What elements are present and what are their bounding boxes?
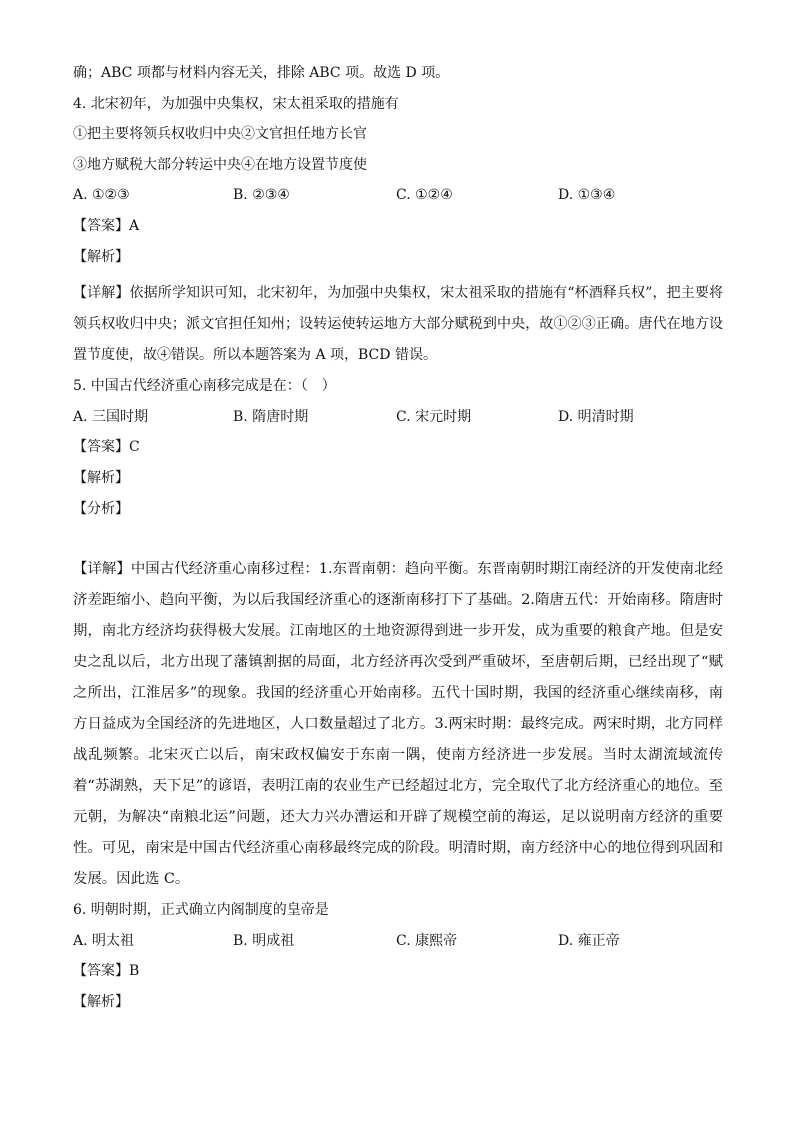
question-4-analysis-label: 【解析】 xyxy=(73,248,129,265)
question-5-stem: 5. 中国古代经济重心南移完成是在：（ ） xyxy=(73,378,336,395)
question-6 xyxy=(73,901,723,1011)
question-4-stem: 4. 北宋初年，为加强中央集权，宋太祖采取的措施有 xyxy=(73,95,399,112)
question-4-items-line-1: ①把主要将领兵权收归中央②文官担任地方长官 xyxy=(73,126,367,143)
question-6-stem: 6. 明朝时期，正式确立内阁制度的皇帝是 xyxy=(73,902,329,919)
previous-answer-tail: 确；ABC 项都与材料内容无关，排除 ABC 项。故选 D 项。 xyxy=(73,65,450,81)
question-4-items-line-2: ③地方赋税大部分转运中央④在地方设置节度使 xyxy=(73,156,367,173)
option-d: D. ①③④ xyxy=(558,187,616,204)
option-a: A. 明太祖 xyxy=(73,932,135,949)
option-c: C. 康熙帝 xyxy=(396,932,458,949)
question-4-options xyxy=(73,186,723,204)
question-4-answer: 【答案】A xyxy=(73,217,140,234)
question-6-options xyxy=(73,932,723,950)
question-5-options xyxy=(73,408,723,426)
option-b: B. ②③④ xyxy=(233,187,290,204)
question-6-answer: 【答案】B xyxy=(73,963,140,980)
document-page xyxy=(73,64,723,1024)
option-b: B. 隋唐时期 xyxy=(233,408,309,425)
question-5-answer: 【答案】C xyxy=(73,439,140,456)
question-5 xyxy=(73,377,723,895)
question-4-detail: 【详解】依据所学知识可知，北宋初年，为加强中央集权，宋太祖采取的措施有“杯酒释兵权”，把主要将领兵权收归中央；派文官担任知州；设转运使转运地方大部分赋税到中央，故①②③正确。唐代在地方设置节度使，故④错误。所以本题答案为 A 项，BCD 错误。 xyxy=(73,285,723,364)
option-d: D. 雍正帝 xyxy=(558,932,620,949)
question-6-analysis-label: 【解析】 xyxy=(73,993,129,1010)
question-5-fenxi-label: 【分析】 xyxy=(73,500,129,517)
spacer xyxy=(73,530,723,554)
option-d: D. 明清时期 xyxy=(558,408,634,425)
question-5-analysis-label: 【解析】 xyxy=(73,469,129,486)
option-c: C. ①②④ xyxy=(396,187,453,204)
option-a: A. ①②③ xyxy=(73,187,130,204)
option-b: B. 明成祖 xyxy=(233,932,295,949)
option-c: C. 宋元时期 xyxy=(396,408,472,425)
question-4 xyxy=(73,95,723,372)
question-5-detail: 【详解】中国古代经济重心南移过程：1.东晋南朝：趋向平衡。东晋南朝时期江南经济的开发使南北经济差距缩小、趋向平衡，为以后我国经济重心的逐渐南移打下了基础。2.隋唐五代：开始南移。隋唐时期，南北方经济均获得极大发展。江南地区的土地资源得到进一步开发，成为重要的粮食产地。但是安史之乱以后，北方出现了藩镇割据的局面，北方经济再次受到严重破坏，至唐朝后期，已经出现了“赋之所出，江淮居多”的现象。我国的经济重心开始南移。五代十国时期，我国的经济重心继续南移，南方日益成为全国经济的先进地区，人口数量超过了北方。3.两宋时期：最终完成。两宋时期，北方同样战乱频繁。北宋灭亡以后，南宋政权偏安于东南一隅，使南方经济进一步发展。当时太湖流域流传着“苏湖熟，天下足”的谚语，表明江南的农业生产已经超过北方，完全取代了北方经济重心的地位。至元朝，为解决“南粮北运”问题，还大力兴办漕运和开辟了规模空前的海运，足以说明南方经济的重要性。可见，南宋是中国古代经济重心南移最终完成的阶段。明清时期，南方经济中心的地位得到巩固和发展。因此选 C。 xyxy=(73,561,723,888)
option-a: A. 三国时期 xyxy=(73,408,149,425)
